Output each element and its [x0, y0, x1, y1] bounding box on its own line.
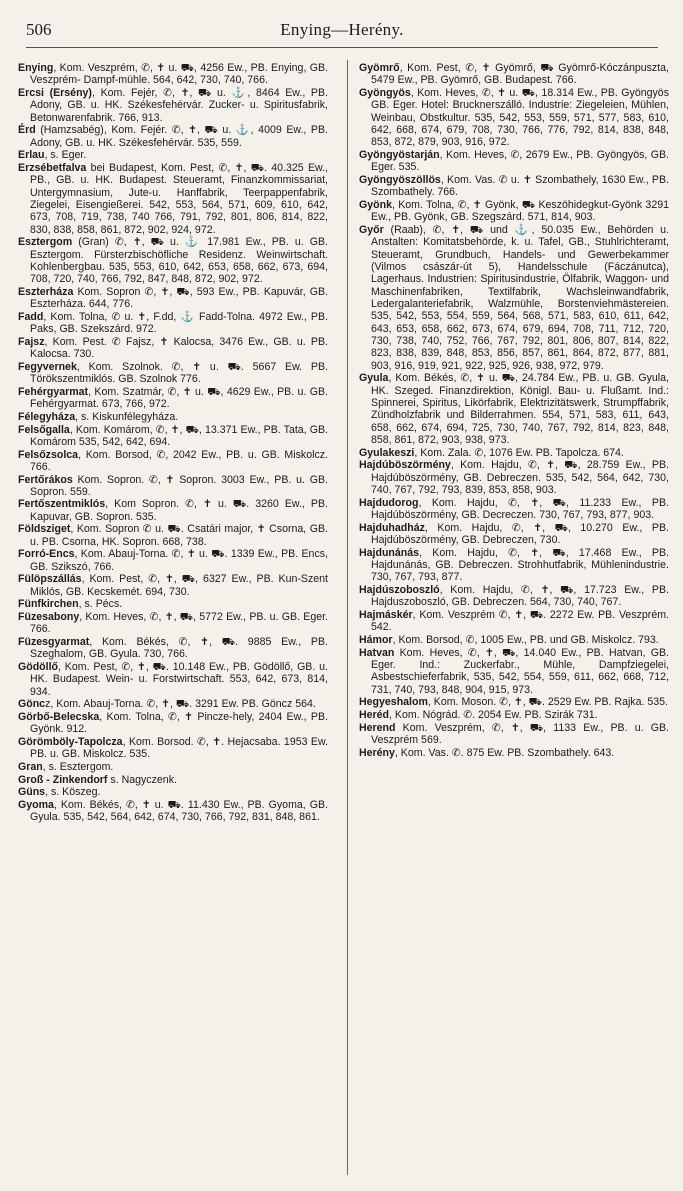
place-name: Félegyháza [18, 410, 76, 423]
entry-text: z, Kom. Abauj-Torna. ✆, ✝, ⛟. 3291 Ew. PB. Göncz 564. [45, 698, 316, 711]
entry-text: , Kom. Pest. ✆ Fajsz, ✝ Kalocsa, 3476 Ew., GB. u. PB. Kalocsa. 730. [30, 335, 328, 361]
gazetteer-entry [18, 149, 328, 161]
place-name: Fünfkirchen [18, 598, 79, 611]
gazetteer-entry [18, 411, 328, 423]
gazetteer-entry [18, 449, 328, 474]
column-divider [347, 60, 348, 1175]
entry-text: , Kom. Vas. ✆ u. ✝ Szombathely, 1630 Ew., PB. Szombathely. 766. [371, 173, 669, 199]
entry-text: , Kom. Veszprém, ✆, ✝ u. ⛟, 4256 Ew., PB. Enying, GB. Veszprém- Dampf-mühle. 564, 642, 730, 740, 766. [30, 62, 328, 87]
entry-text: , Kom. Nógrád. ✆. 2054 Ew. PB. Szirák 731. [389, 708, 598, 721]
place-name: Fegyvernek [18, 360, 77, 373]
gazetteer-entry [18, 236, 328, 285]
place-name: Hajduhadház [359, 521, 425, 534]
gazetteer-entry [18, 661, 328, 698]
gazetteer-entry [359, 372, 669, 446]
place-name: Felsőzsolca [18, 448, 79, 461]
gazetteer-entry [359, 647, 669, 696]
place-name: Gran [18, 760, 43, 773]
place-name: Hajdúböszörmény [359, 459, 451, 472]
entry-text: , Kom. Hajdu, ✆, ✝, ⛟, 10.270 Ew., PB. Hajdúböszörmény, GB. Debreczen, 730. [371, 521, 669, 547]
place-name: Fertőszentmiklós [18, 498, 106, 511]
entry-text: , s. Pécs. [78, 598, 123, 611]
place-name: Görbő-Belecska [18, 711, 100, 723]
gazetteer-entry [359, 497, 669, 522]
place-name: Eszterháza [18, 285, 74, 298]
entry-text: , Kom. Sopron ✆ u. ⛟. Csatári major, ✝ Csorna, GB. u. PB. Csorna, HK. Sopron. 668, 738. [30, 523, 328, 548]
place-name: Ercsi (Ersény) [18, 86, 92, 99]
place-name: Füzesabony [18, 611, 80, 624]
entry-text: , Kom. Pest, ✆, ✝ Gyömrő, ⛟ Gyömrő-Kóczánpuszta, 5479 Ew., PB. Gyömrő, GB. Budapest. 766. [371, 62, 669, 87]
gazetteer-entry [18, 124, 328, 149]
place-name: Herény [359, 746, 395, 759]
entry-text: , s. Eger. [44, 149, 87, 162]
gazetteer-entry [359, 747, 669, 759]
place-name: Forró-Encs [18, 548, 75, 561]
entry-text: Kom. Heves, ✆, ✝, ⛟, 14.040 Ew., PB. Hatvan, GB. Eger. Ind.: Zuckerfabr., Mühle, Dampfziegelei, Asbestschieferfabrik, 535, 542, 554, 559, 611, 662, 668, 712, 731, 740, 793, 848, 904, 915, 973. [371, 646, 669, 696]
gazetteer-entry [359, 199, 669, 224]
entry-text: , s. Esztergom. [42, 760, 114, 773]
place-name: Győr [359, 223, 384, 236]
gazetteer-entry [18, 736, 328, 761]
entry-text: , Kom. Vas. ✆. 875 Ew. PB. Szombathely. 643. [394, 746, 615, 759]
place-name: Érd [18, 124, 36, 137]
entry-text: , Kom. Heves, ✆, ✝, ⛟, 5772 Ew., PB. u. GB. Eger. 766. [30, 611, 328, 636]
gazetteer-entry [18, 636, 328, 661]
entry-text: , Kom. Tolna, ✆, ✝ Pincze-hely, 2404 Ew., PB. Gyönk. 912. [30, 711, 328, 736]
place-name: Hajdúszoboszló [359, 584, 440, 596]
place-name: Gödöllő [18, 661, 59, 674]
entry-text: , Kom. Komárom, ✆, ✝, ⛟, 13.371 Ew., PB. Tata, GB. Komárom 535, 542, 642, 694. [30, 423, 328, 448]
place-name: Erlau [18, 149, 45, 162]
entry-text: , Kom. Tolna, ✆, ✝ Gyönk, ⛟ Keszöhidegkut-Gyönk 3291 Ew., PB. Gyönk, GB. Szegszárd. 571, 814, 903. [371, 198, 669, 224]
place-name: Gyula [359, 372, 389, 385]
gazetteer-entry [359, 149, 669, 174]
place-name: Fadd [18, 310, 44, 323]
gazetteer-entry [18, 523, 328, 548]
gazetteer-entry [18, 611, 328, 636]
gazetteer-entry [18, 786, 328, 798]
gazetteer-entry [359, 609, 669, 634]
entry-text: Kom. Sopron. ✆, ✝ Sopron. 3003 Ew., PB. u. GB. Sopron. 559. [30, 473, 328, 498]
place-name: Erzsébetfalva [18, 161, 87, 174]
entry-text: , Kom. Pest, ✆, ✝, ⛟. 10.148 Ew., PB. Gödöllő, GB. u. HK. Budapest. Wein- u. Forstwirtschaft. 553, 642, 673, 814, 934. [30, 661, 328, 698]
place-name: Gyöngyös [359, 86, 411, 99]
place-name: Hámor [359, 633, 393, 646]
place-name: Gönc [18, 698, 46, 711]
entry-text: (Gran) ✆, ✝, ⛟ u. ⚓ 17.981 Ew., PB. u. GB. Esztergom. Fürsterzbischöfliche Residenz. Weinwirtschaft. Kohlenbergbau. 535, 553, 610, 642, 653, 658, 662, 673, 694, 708, 720, 740, 766, 792, 847, 848, 872, 902, 972. [30, 236, 328, 286]
entry-text: Kom. Veszprém, ✆, ✝, ⛟, 1133 Ew., PB. u. GB. Veszprém 569. [371, 721, 669, 746]
entry-text: , Kom. Szolnok. ✆, ✝ u. ⛟. 5667 Ew. PB. Törökszentmiklós. GB. Szolnok 776. [30, 360, 328, 386]
entry-text: s. Nagyczenk. [107, 773, 177, 786]
place-name: Felsőgalla [18, 423, 70, 436]
place-name: Herend [359, 721, 396, 734]
gazetteer-entry [18, 774, 328, 786]
place-name: Hajmáskér [359, 608, 413, 621]
entry-text: , s. Kiskunfélegyháza. [75, 410, 179, 423]
gazetteer-entry [18, 573, 328, 598]
entry-text: , Kom. Hajdu, ✆, ✝, ⛟, 17.723 Ew., PB. Hajduszoboszló, GB. Debreczen. 564, 730, 740, 767. [371, 584, 669, 609]
place-name: Hegyeshalom [359, 696, 428, 709]
gazetteer-entry [359, 224, 669, 372]
entry-text: bei Budapest, Kom. Pest, ✆, ✝, ⛟. 40.325 Ew., PB., GB. u. HK. Budapest. Steueramt, Finanzkommissariat, Untergymnasium, Jute-u. Hanffabrik, Teerpappenfabrik, Ziegelei, Eisengießerei. 542, 553, 564, 571, 609, 610, 642, 673, 708, 719, 738, 740 766, 791, 792, 801, 806, 814, 822, 830, 838, 858, 861, 872, 902, 924, 972. [30, 161, 328, 236]
gazetteer-entry [18, 498, 328, 523]
gazetteer-entry [18, 336, 328, 361]
place-name: Gyöngyöstarján [359, 149, 440, 161]
gazetteer-entry [18, 598, 328, 610]
entry-text: , Kom. Hajdu, ✆, ✝, ⛟, 11.233 Ew., PB. Hajdúböszörmény, GB. Decreczen. 730, 767, 793, 877, 903. [371, 496, 669, 522]
header-rule [26, 47, 658, 48]
entry-text: , Kom. Moson. ✆, ✝, ⛟. 2529 Ew. PB. Rajka. 535. [427, 696, 669, 709]
place-name: Enying [18, 62, 54, 74]
place-name: Heréd [359, 708, 390, 721]
place-name: Esztergom [18, 236, 73, 249]
place-name: Füzesgyarmat [18, 636, 90, 649]
entry-text: , Kom. Békés, ✆, ✝, ⛟. 9885 Ew., PB. Szeghalom, GB. Gyula. 730, 766. [30, 636, 328, 661]
place-name: Groß - Zinkendorf [18, 773, 108, 786]
entry-text: , Kom. Heves, ✆, ✝ u. ⛟, 18.314 Ew., PB. Gyöngyös GB. Eger. Hotel: Brucknerszálló. Industrie: Ziegeleien, Mühlen, Weinbau, Obstkultur. 535, 542, 553, 559, 571, 577, 583, 610, 642, 668, 674, 679, 708, 730, 766, 776, 792, 814, 838, 848, 853, 872, 879, 903, 916, 972. [371, 86, 669, 149]
gazetteer-entry [359, 722, 669, 747]
entry-text: Kom. Sopron ✆, ✝, ⛟, 593 Ew., PB. Kapuvár, GB. Eszterháza. 644, 776. [30, 285, 328, 311]
place-name: Gyöngyöszöllös [359, 173, 441, 186]
gazetteer-entry [18, 698, 328, 710]
place-name: Gyönk [359, 198, 392, 211]
entry-text: , Kom. Szatmár, ✆, ✝ u. ⛟, 4629 Ew., PB. u. GB. Fehérgyarmat. 673, 766, 972. [30, 385, 328, 411]
gazetteer-entry [18, 62, 328, 87]
entry-text: , Kom. Fejér, ✆, ✝, ⛟ u. ⚓, 8464 Ew., PB. Adony, GB. u. HK. Székesfehérvár. Zucker- u. Spiritusfabrik, Betonwarenfabrik. 766, 913. [30, 86, 328, 124]
place-name: Hatvan [359, 646, 395, 659]
entry-text: , Kom. Zala. ✆, 1076 Ew. PB. Tapolcza. 674. [414, 446, 624, 459]
right-column [359, 62, 669, 759]
gazetteer-entry [359, 634, 669, 646]
entry-text: , Kom. Borsod, ✆, 1005 Ew., PB. und GB. Miskolcz. 793. [392, 633, 659, 646]
entry-text: , Kom. Abauj-Torna. ✆, ✝ u. ⛟. 1339 Ew., PB. Encs, GB. Szikszó, 766. [30, 548, 328, 573]
gazetteer-entry [359, 174, 669, 199]
entry-text: , Kom Sopron. ✆, ✝ u. ⛟. 3260 Ew., PB. Kapuvar, GB. Sopron. 535. [30, 498, 328, 523]
entry-text: , Kom. Borsod. ✆, ✝. Hejacsaba. 1953 Ew. PB. u. GB. Miskolcz. 535. [30, 735, 328, 761]
gazetteer-entry [18, 311, 328, 336]
gazetteer-entry [18, 361, 328, 386]
entry-text: , Kom. Pest, ✆, ✝, ⛟, 6327 Ew., PB. Kun-Szent Miklós, GB. Kecskemét. 694, 730. [30, 573, 328, 598]
entry-text: , Kom. Heves, ✆, 2679 Ew., PB. Gyöngyös, GB. Eger. 535. [371, 149, 669, 174]
gazetteer-entry [359, 696, 669, 708]
place-name: Földsziget [18, 523, 71, 536]
place-name: Fajsz [18, 335, 45, 348]
entry-text: , s. Köszeg. [45, 786, 101, 799]
gazetteer-entry [359, 447, 669, 459]
gazetteer-entry [18, 474, 328, 499]
entry-text: , Kom. Tolna, ✆ u. ✝, F.dd, ⚓ Fadd-Tolna. 4972 Ew., PB. Paks, GB. Szekszárd. 972. [30, 310, 328, 336]
gazetteer-entry [18, 162, 328, 236]
place-name: Fehérgyarmat [18, 385, 89, 398]
entry-text: , Kom. Békés, ✆, ✝ u. ⛟. 11.430 Ew., PB. Gyoma, GB. Gyula. 535, 542, 564, 642, 674, 730, 766, 792, 831, 848, 861. [30, 798, 328, 824]
gazetteer-entry [18, 761, 328, 773]
left-column [18, 62, 328, 824]
page-header [26, 16, 658, 42]
gazetteer-entry [18, 87, 328, 124]
place-name: Gyoma [18, 798, 54, 811]
place-name: Güns [18, 786, 46, 799]
gazetteer-entry [359, 459, 669, 496]
entry-text: , Kom. Borsod, ✆, 2042 Ew., PB. u. GB. Miskolcz. 766. [30, 448, 328, 473]
gazetteer-entry [359, 584, 669, 609]
gazetteer-entry [18, 286, 328, 311]
entry-text: , Kom. Hajdu, ✆, ✝, ⛟, 17.468 Ew., PB. Hajdunánás, GB. Debreczen. Strohhutfabrik, Mühlenindustrie. 730, 767, 793, 877. [371, 546, 669, 584]
place-name: Hajdunánás [359, 546, 420, 559]
entry-text: (Raab), ✆, ✝, ⛟ und ⚓, 50.035 Ew., Behörden u. Anstalten: Komitatsbehörde, k. u. Tafel, GB., Stuhlrichteramt, Steueramt, Grundbuch, Handels- und Gewerbekammer (Vilmos császár-út 5), Handelsschule (Fáczánutca), Lagerhaus. Industrien: Spiritusindustrie, Ölfabrik, Waggon- und Maschinenfabriken, Textilfabrik, Wachsleinwandfabrik, Ledergalanteriefabrik, Walzmühle, Borstenviehmästereien. 535, 542, 553, 554, 559, 564, 568, 571, 583, 610, 611, 642, 643, 653, 658, 662, 673, 674, 679, 694, 708, 711, 712, 720, 730, 738, 740, 752, 766, 767, 792, 801, 806, 807, 814, 822, 823, 838, 839, 848, 853, 856, 857, 861, 864, 872, 877, 881, 903, 916, 919, 921, 922, 925, 926, 938, 972, 979. [371, 223, 669, 372]
place-name: Fülöpszállás [18, 573, 82, 586]
gazetteer-entry [18, 711, 328, 736]
gazetteer-entry [359, 62, 669, 87]
gazetteer-entry [18, 799, 328, 824]
gazetteer-entry [359, 522, 669, 547]
entry-text: , Kom. Hajdu, ✆, ✝, ⛟, 28.759 Ew., PB. Hajdúböszörmény, GB. Debreczen. 535, 542, 564, 642, 730, 740, 767, 792, 793, 839, 853, 858, 903. [371, 459, 669, 497]
gazetteer-entry [359, 87, 669, 149]
gazetteer-entry [18, 386, 328, 411]
gazetteer-entry [18, 424, 328, 449]
place-name: Hajdudorog [359, 496, 419, 509]
place-name: Gyulakeszi [359, 446, 415, 459]
place-name: Gyömrő [359, 62, 400, 74]
running-head: Enying—Herény. [280, 20, 404, 39]
page-number: 506 [26, 20, 52, 39]
entry-text: , Kom. Veszprém ✆, ✝, ⛟. 2272 Ew. PB. Veszprém. 542. [371, 608, 669, 634]
place-name: Görömböly-Tapolcza [18, 735, 123, 748]
gazetteer-entry [359, 547, 669, 584]
entry-text: , Kom. Békés, ✆, ✝ u. ⛟, 24.784 Ew., PB. u. GB. Gyula, HK. Szeged. Finanzdirektion, Königl. Bau- u. Flußamt. Ind.: Spinnerei, Spiritus, Likörfabrik, Elektrizitätswerk, Strumpffabrik, Zündholzfabrik und Bilderrahmen. 554, 571, 583, 611, 643, 658, 662, 674, 694, 725, 730, 740, 767, 792, 814, 823, 848, 858, 861, 872, 903, 938, 973. [371, 372, 669, 447]
entry-text: (Hamzsabég), Kom. Fejér. ✆, ✝, ⛟ u. ⚓, 4009 Ew., PB. Adony, GB. u. HK. Székesfehérvár. 535, 559. [30, 124, 328, 149]
gazetteer-entry [359, 709, 669, 721]
place-name: Fertőrákos [18, 473, 73, 486]
gazetteer-entry [18, 548, 328, 573]
